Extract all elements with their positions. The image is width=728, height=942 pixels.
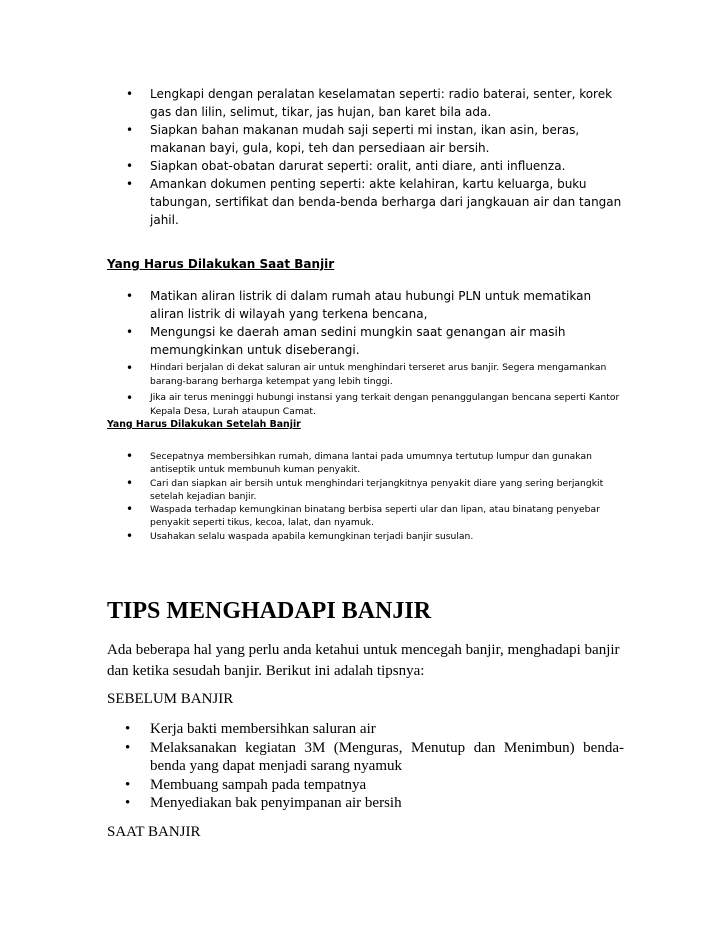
before-flood-list [150, 720, 624, 813]
section-heading-before-flood: SEBELUM BANJIR [107, 691, 234, 707]
list-item: • Secepatnya membersihkan rumah, dimana lantai pada umumnya tertutup lumpur dan gunakan antiseptik untuk membunuh kuman penyakit. [150, 450, 628, 477]
list-item: • Mengungsi ke daerah aman sedini mungkin saat genangan air masih memungkinkan untuk diseberangi. [150, 323, 625, 359]
intro-paragraph: Ada beberapa hal yang perlu anda ketahui untuk mencegah banjir, menghadapi banjir dan ketika sesudah banjir. Berikut ini adalah tipsnya: [107, 642, 620, 679]
list-item: • Usahakan selalu waspada apabila kemungkinan terjadi banjir susulan. [150, 530, 628, 543]
during-flood-list [150, 287, 625, 419]
section-heading-after-flood: Yang Harus Dilakukan Setelah Banjir [107, 419, 301, 430]
after-flood-list [150, 450, 628, 543]
page-title: TIPS MENGHADAPI BANJIR [107, 598, 432, 624]
list-item: • Matikan aliran listrik di dalam rumah atau hubungi PLN untuk mematikan aliran listrik di wilayah yang terkena bencana, [150, 287, 625, 323]
list-item: • Siapkan obat-obatan darurat seperti: oralit, anti diare, anti influenza. [150, 157, 630, 175]
list-item: • Amankan dokumen penting seperti: akte kelahiran, kartu keluarga, buku tabungan, sertifikat dan benda-benda berharga dari jangkauan air dan tangan jahil. [150, 175, 630, 229]
section-heading-flood-time: SAAT BANJIR [107, 824, 201, 840]
list-item: • Menyediakan bak penyimpanan air bersih [150, 794, 624, 813]
section-heading-during-flood: Yang Harus Dilakukan Saat Banjir [107, 257, 335, 271]
preparation-list [150, 85, 630, 229]
list-item: • Melaksanakan kegiatan 3M (Menguras, Menutup dan Menimbun) benda-benda yang dapat menjadi sarang nyamuk [150, 739, 624, 776]
list-item: • Waspada terhadap kemungkinan binatang berbisa seperti ular dan lipan, atau binatang penyebar penyakit seperti tikus, kecoa, lalat, dan nyamuk. [150, 503, 628, 530]
list-item: • Hindari berjalan di dekat saluran air untuk menghindari terseret arus banjir. Segera mengamankan barang-barang berharga ketempat yang lebih tinggi. [150, 361, 625, 389]
list-item: • Siapkan bahan makanan mudah saji seperti mi instan, ikan asin, beras, makanan bayi, gula, kopi, teh dan persediaan air bersih. [150, 121, 630, 157]
list-item: • Lengkapi dengan peralatan keselamatan seperti: radio baterai, senter, korek gas dan lilin, selimut, tikar, jas hujan, ban karet bila ada. [150, 85, 630, 121]
list-item: • Cari dan siapkan air bersih untuk menghindari terjangkitnya penyakit diare yang sering berjangkit setelah kejadian banjir. [150, 477, 628, 504]
list-item: • Membuang sampah pada tempatnya [150, 776, 624, 795]
list-item: • Kerja bakti membersihkan saluran air [150, 720, 624, 739]
list-item: • Jika air terus meninggi hubungi instansi yang terkait dengan penanggulangan bencana seperti Kantor Kepala Desa, Lurah ataupun Camat. [150, 391, 625, 419]
